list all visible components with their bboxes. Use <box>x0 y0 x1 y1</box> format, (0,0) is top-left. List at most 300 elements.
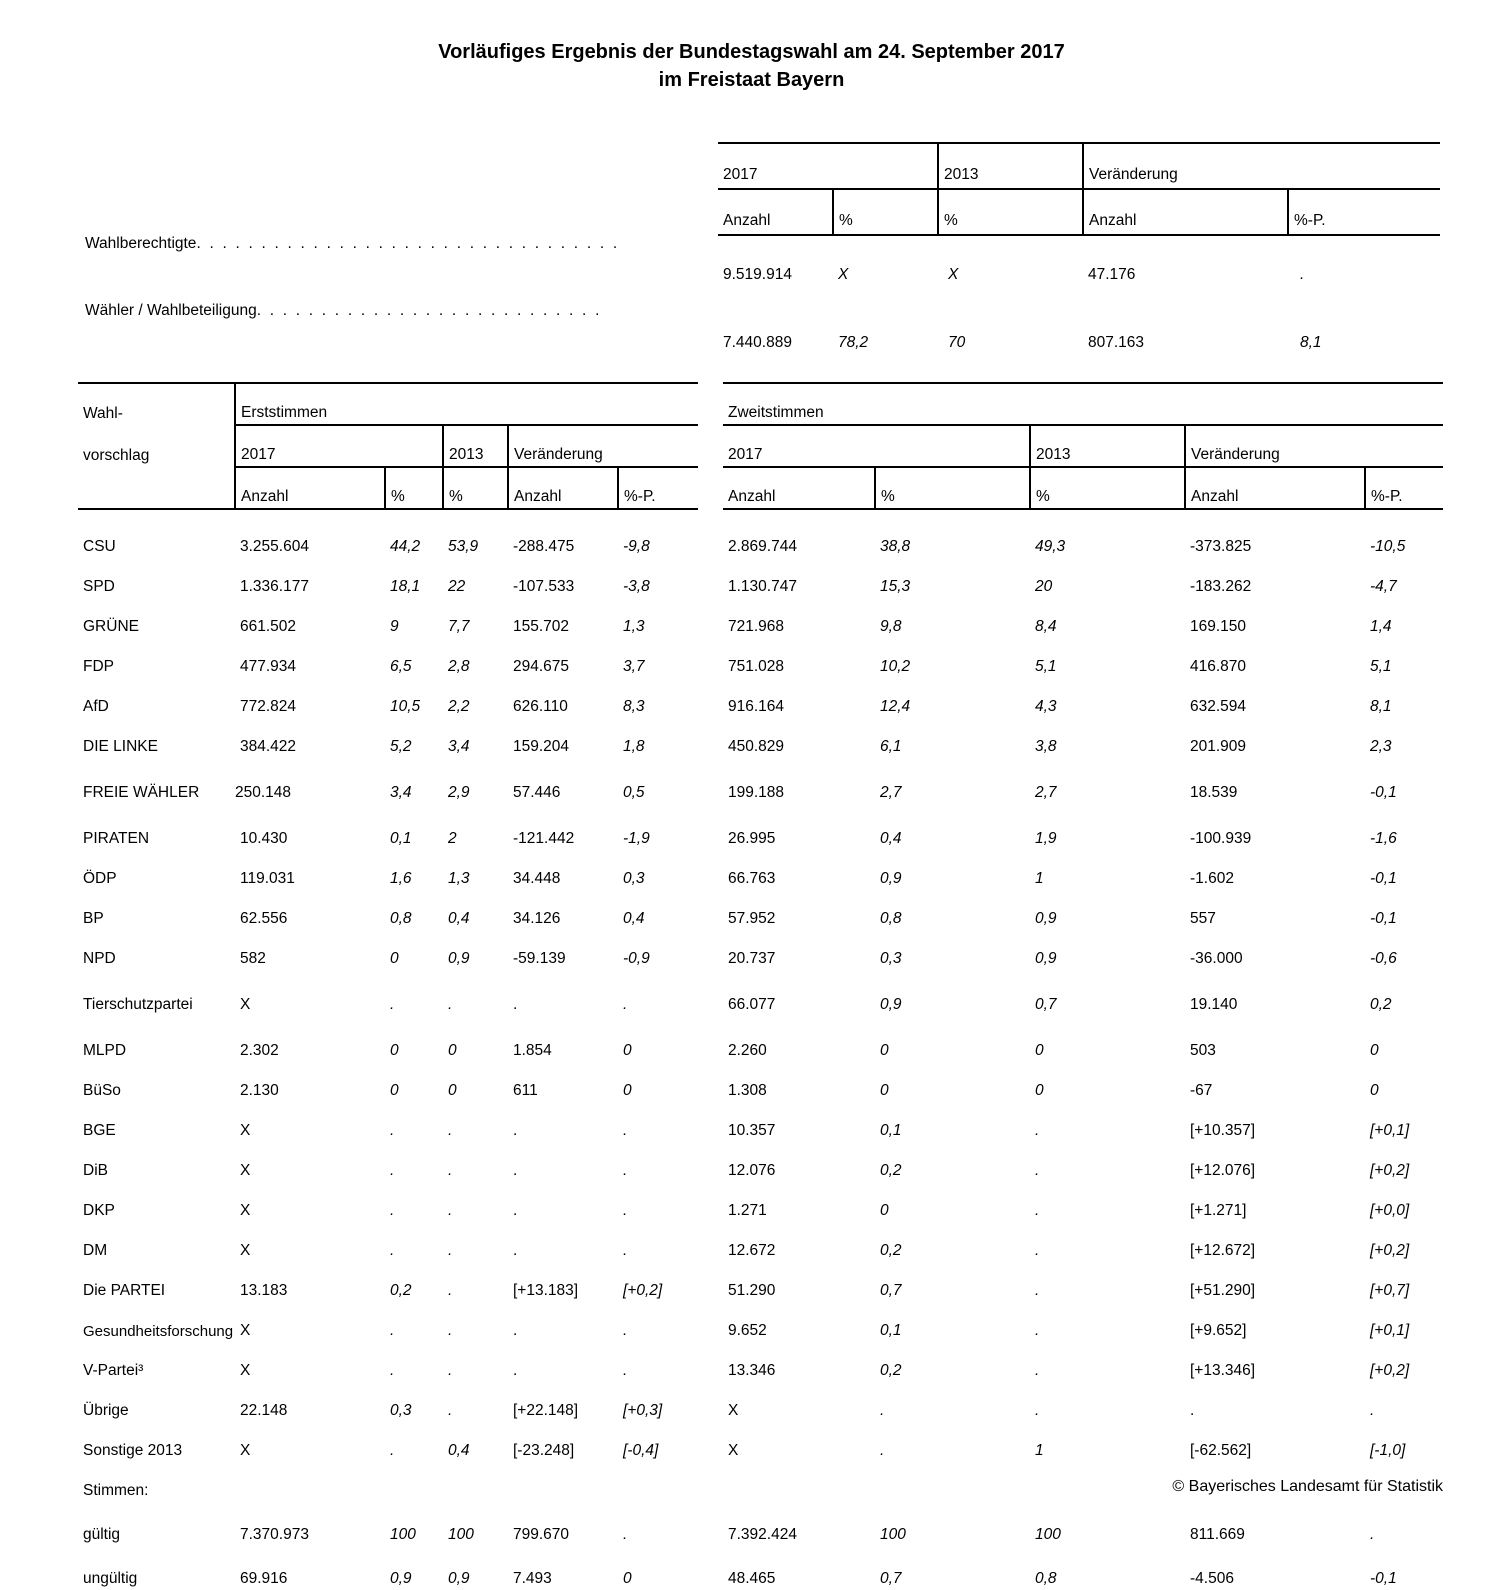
cell-pp: 0 <box>623 1570 632 1587</box>
cell-pct: 0,9 <box>880 870 902 887</box>
cell-pct-2013: 0,4 <box>448 910 470 927</box>
cell-pct: 0,3 <box>390 1402 412 1419</box>
cell-pct: 0,4 <box>880 830 902 847</box>
cell-pct: 0,2 <box>390 1282 412 1299</box>
cell-anzahl-change: -67 <box>1190 1082 1213 1099</box>
cell-anzahl: 772.824 <box>240 698 297 715</box>
cell-pct-2013: 0,9 <box>1035 950 1057 967</box>
cell-pp: . <box>623 996 628 1013</box>
cell-pct: 10,2 <box>880 658 911 675</box>
cell-anzahl-change: 811.669 <box>1190 1526 1245 1543</box>
cell-pp: . <box>623 1322 628 1339</box>
cell-pct-2013: 8,4 <box>1035 618 1057 635</box>
cell-pct-2013: 5,1 <box>1035 658 1057 675</box>
cell-pct-2013: 0 <box>1035 1042 1044 1059</box>
summary-c-anzahl: Anzahl <box>718 189 833 235</box>
cell-anzahl: 2.130 <box>240 1082 279 1099</box>
cell-pct: 0,2 <box>880 1242 902 1259</box>
cell-pct-2013: . <box>448 1402 453 1419</box>
cell-pct-2013: 100 <box>1035 1526 1061 1543</box>
cell-pct-2013: 3,8 <box>1035 738 1057 755</box>
table-row <box>723 890 1443 930</box>
page-title: Vorläufiges Ergebnis der Bundestagswahl am 24. September 2017 <box>438 41 1065 63</box>
cell-anzahl-change: 19.140 <box>1190 996 1238 1013</box>
cell-anzahl-change: 169.150 <box>1190 618 1247 635</box>
cell-anzahl: 661.502 <box>240 618 297 635</box>
summary-h-spacer <box>833 143 938 189</box>
row-party: FDP <box>83 658 114 675</box>
cell-pct-2013: . <box>1035 1402 1040 1419</box>
cell-pct: . <box>390 1322 395 1339</box>
table-row <box>78 758 698 804</box>
table-row <box>723 598 1443 638</box>
cell-pp: [+0,2] <box>1370 1162 1410 1179</box>
erst-c-anzahl-change: Anzahl <box>508 467 618 509</box>
cell-pct: 44,2 <box>390 538 421 555</box>
cell-pct-2013: . <box>448 1162 453 1179</box>
cell-anzahl: 7.440.889 <box>723 334 792 351</box>
table-row <box>723 850 1443 890</box>
cell-pct: 100 <box>880 1526 906 1543</box>
cell-anzahl: 57.952 <box>728 910 776 927</box>
cell-anzahl-change: -1.602 <box>1190 870 1234 887</box>
cell-anzahl-change: 807.163 <box>1088 334 1145 351</box>
cell-pct: X <box>838 266 849 283</box>
table-row-total <box>723 1502 1443 1546</box>
cell-pp: 0 <box>1370 1042 1379 1059</box>
cell-pp: -0,1 <box>1370 870 1397 887</box>
table-row <box>78 1422 698 1462</box>
cell-pp: [-1,0] <box>1370 1442 1406 1459</box>
summary-labels <box>85 142 705 320</box>
cell-pp: . <box>1300 266 1305 283</box>
summary-header-row-2 <box>718 189 1440 235</box>
cell-anzahl: 1.336.177 <box>240 578 309 595</box>
cell-anzahl: 7.370.973 <box>240 1526 309 1543</box>
cell-pp: 0,4 <box>623 910 645 927</box>
cell-pct: . <box>880 1402 885 1419</box>
cell-anzahl-change: -59.139 <box>513 950 566 967</box>
cell-anzahl-change: . <box>513 1362 518 1379</box>
leader-dots: . . . . . . . . . . . . . . . . . . . . . . . . . . . . . . . . . <box>196 235 620 252</box>
table-row-total <box>78 1502 698 1546</box>
zweit-h-2017: 2017 <box>723 425 1030 467</box>
zweit-c-anzahl: Anzahl <box>723 467 875 509</box>
cell-pct: 5,2 <box>390 738 412 755</box>
cell-pct: 0,1 <box>880 1322 902 1339</box>
zweit-header-row-3 <box>723 467 1443 509</box>
cell-pp: -9,8 <box>623 538 650 555</box>
cell-pct: 0 <box>880 1042 889 1059</box>
erststimmen-table <box>78 382 698 1590</box>
summary-label-row <box>85 217 705 253</box>
row-party: CSU <box>83 538 116 555</box>
summary-h-2017: 2017 <box>718 143 833 189</box>
cell-pct: . <box>390 996 395 1013</box>
row-party: Übrige <box>83 1402 129 1419</box>
cell-pp: 8,3 <box>623 698 645 715</box>
table-row <box>723 1342 1443 1382</box>
cell-anzahl: 199.188 <box>728 784 785 801</box>
cell-pct: 0 <box>880 1082 889 1099</box>
cell-pct-2013: 1 <box>1035 870 1044 887</box>
cell-anzahl-change: . <box>1190 1402 1195 1419</box>
erst-h-change: Veränderung <box>508 425 698 467</box>
cell-anzahl-change: 799.670 <box>513 1526 570 1543</box>
cell-pct: 6,1 <box>880 738 902 755</box>
table-row <box>723 1302 1443 1342</box>
cell-anzahl: 477.934 <box>240 658 297 675</box>
cell-pct: 0 <box>880 1202 889 1219</box>
table-row <box>78 1182 698 1222</box>
cell-anzahl-change: [+12.076] <box>1190 1162 1256 1179</box>
cell-pct-2013: 4,3 <box>1035 698 1057 715</box>
cell-pp: 5,1 <box>1370 658 1392 675</box>
cell-anzahl-change: [+10.357] <box>1190 1122 1256 1139</box>
cell-pp: 0,2 <box>1370 996 1392 1013</box>
stub-line2: vorschlag <box>83 447 150 464</box>
cell-anzahl-change: 57.446 <box>513 784 561 801</box>
cell-pct-2013: . <box>1035 1282 1040 1299</box>
cell-anzahl-change: 416.870 <box>1190 658 1247 675</box>
cell-pct: 0,2 <box>880 1162 902 1179</box>
cell-pct: 15,3 <box>880 578 911 595</box>
cell-anzahl: X <box>728 1442 739 1459</box>
cell-anzahl-change: 18.539 <box>1190 784 1238 801</box>
cell-pct: . <box>390 1202 395 1219</box>
table-row <box>723 678 1443 718</box>
cell-anzahl-change: 1.854 <box>513 1042 552 1059</box>
cell-anzahl: X <box>240 1322 251 1339</box>
cell-pct-2013: 2,2 <box>448 698 470 715</box>
zweit-title: Zweitstimmen <box>723 383 1443 425</box>
cell-pct: 18,1 <box>390 578 421 595</box>
cell-anzahl-change: 201.909 <box>1190 738 1247 755</box>
row-party: MLPD <box>83 1042 127 1059</box>
cell-anzahl: X <box>728 1402 739 1419</box>
cell-pp: [-0,4] <box>623 1442 659 1459</box>
cell-pct-2013: . <box>1035 1202 1040 1219</box>
table-row <box>723 1262 1443 1302</box>
cell-pct-2013: 7,7 <box>448 618 470 635</box>
cell-anzahl: 721.968 <box>728 618 785 635</box>
stimmen-label: Stimmen: <box>83 1482 149 1499</box>
table-row <box>723 1222 1443 1262</box>
table-row-total <box>78 1546 698 1590</box>
cell-pct-2013: 3,4 <box>448 738 470 755</box>
cell-anzahl: 26.995 <box>728 830 776 847</box>
cell-anzahl: 12.076 <box>728 1162 776 1179</box>
cell-anzahl-change: -373.825 <box>1190 538 1252 555</box>
row-party: BP <box>83 910 104 927</box>
cell-pp: [+0,7] <box>1370 1282 1410 1299</box>
table-row <box>78 1342 698 1382</box>
cell-anzahl: 22.148 <box>240 1402 288 1419</box>
cell-pct: 0 <box>390 1042 399 1059</box>
cell-pct: 78,2 <box>838 334 869 351</box>
cell-pct-2013: 1,3 <box>448 870 470 887</box>
table-row <box>78 1062 698 1102</box>
cell-anzahl: X <box>240 1202 251 1219</box>
cell-anzahl: 582 <box>240 950 266 967</box>
cell-pct-2013: . <box>448 1322 453 1339</box>
cell-pct-2013: 2,7 <box>1035 784 1057 801</box>
cell-anzahl: 384.422 <box>240 738 297 755</box>
cell-pp: -3,8 <box>623 578 650 595</box>
cell-pp: . <box>623 1242 628 1259</box>
erst-title: Erststimmen <box>235 383 698 425</box>
cell-pct: 0 <box>390 1082 399 1099</box>
cell-anzahl-change: -121.442 <box>513 830 575 847</box>
cell-pct: 2,7 <box>880 784 902 801</box>
cell-pp: . <box>623 1526 628 1543</box>
row-party: SPD <box>83 578 115 595</box>
table-row <box>723 1142 1443 1182</box>
row-party: ÖDP <box>83 870 117 887</box>
cell-pct: . <box>390 1442 395 1459</box>
cell-pct: 0,1 <box>880 1122 902 1139</box>
cell-anzahl-change: -107.533 <box>513 578 575 595</box>
cell-pct: 0,9 <box>880 996 902 1013</box>
cell-anzahl-change: [+13.183] <box>513 1282 579 1299</box>
table-row <box>723 804 1443 850</box>
cell-pct: 0,2 <box>880 1362 902 1379</box>
row-party: DM <box>83 1242 108 1259</box>
erst-c-pct2013: % <box>443 467 508 509</box>
cell-anzahl: X <box>240 1242 251 1259</box>
cell-pp: [+0,1] <box>1370 1122 1410 1139</box>
row-party: Die PARTEI <box>83 1282 166 1299</box>
table-row <box>78 1262 698 1302</box>
table-row <box>78 970 698 1016</box>
cell-pct-2013: 2,9 <box>448 784 470 801</box>
cell-pct-2013: 20 <box>1035 578 1053 595</box>
summary-c-pp: %-P. <box>1288 189 1440 235</box>
cell-pct-2013: 49,3 <box>1035 538 1066 555</box>
cell-pct: 0,9 <box>390 1570 412 1587</box>
cell-pct-2013: 22 <box>448 578 466 595</box>
table-row <box>723 1016 1443 1062</box>
row-party: NPD <box>83 950 116 967</box>
cell-anzahl: 450.829 <box>728 738 785 755</box>
cell-pct-2013: 0,8 <box>1035 1570 1057 1587</box>
cell-pct: 10,5 <box>390 698 421 715</box>
row-party: Gesundheitsforschung <box>83 1323 234 1340</box>
cell-anzahl-change: [+12.672] <box>1190 1242 1256 1259</box>
table-row <box>723 758 1443 804</box>
table-row <box>78 890 698 930</box>
cell-pct: . <box>390 1242 395 1259</box>
cell-anzahl-change: 34.126 <box>513 910 561 927</box>
cell-pct-2013: 1,9 <box>1035 830 1057 847</box>
cell-pp: -1,9 <box>623 830 650 847</box>
page-subtitle: im Freistaat Bayern <box>658 69 845 91</box>
cell-pp: -0,1 <box>1370 1570 1397 1587</box>
cell-pct-2013: 0 <box>448 1042 457 1059</box>
table-row <box>78 1142 698 1182</box>
cell-anzahl: X <box>240 1362 251 1379</box>
summary-row-wahlberechtigte <box>718 235 1440 288</box>
cell-anzahl: 51.290 <box>728 1282 776 1299</box>
cell-anzahl: 9.652 <box>728 1322 767 1339</box>
summary-row-waehler <box>718 288 1440 356</box>
cell-pp: . <box>623 1362 628 1379</box>
cell-pct-2013: . <box>448 1202 453 1219</box>
cell-pct: . <box>880 1442 885 1459</box>
cell-pct-2013: . <box>1035 1242 1040 1259</box>
cell-pp: -0,1 <box>1370 910 1397 927</box>
table-row <box>723 1382 1443 1422</box>
cell-pp: 1,4 <box>1370 618 1392 635</box>
erst-c-pct: % <box>385 467 443 509</box>
cell-anzahl-change: [+1.271] <box>1190 1202 1247 1219</box>
cell-anzahl: 12.672 <box>728 1242 776 1259</box>
cell-pct: 0,1 <box>390 830 412 847</box>
cell-anzahl-change: -100.939 <box>1190 830 1252 847</box>
cell-anzahl: 119.031 <box>240 870 295 887</box>
cell-pp: . <box>623 1202 628 1219</box>
cell-pct-2013: 1 <box>1035 1442 1044 1459</box>
cell-anzahl-change: 557 <box>1190 910 1216 927</box>
cell-anzahl: 13.346 <box>728 1362 776 1379</box>
cell-pct-2013: 0,9 <box>1035 910 1057 927</box>
row-party: DIE LINKE <box>83 738 158 755</box>
summary-table-wrap <box>718 142 1440 356</box>
row-party: gültig <box>83 1526 121 1543</box>
cell-pp: 0 <box>623 1042 632 1059</box>
table-row-total <box>723 1546 1443 1590</box>
cell-pct: . <box>390 1122 395 1139</box>
cell-anzahl: 10.357 <box>728 1122 776 1139</box>
cell-pct-2013: . <box>448 1362 453 1379</box>
cell-anzahl-change: 159.204 <box>513 738 570 755</box>
zweit-h-change: Veränderung <box>1185 425 1443 467</box>
summary-table <box>718 142 1440 356</box>
cell-pp: 3,7 <box>623 658 645 675</box>
table-row <box>78 1222 698 1262</box>
cell-pp: 8,1 <box>1370 698 1392 715</box>
cell-pct-2013: 70 <box>948 334 966 351</box>
cell-anzahl: 1.308 <box>728 1082 767 1099</box>
erst-h-2017: 2017 <box>235 425 443 467</box>
cell-pct-2013: 0 <box>1035 1082 1044 1099</box>
cell-anzahl: 13.183 <box>240 1282 288 1299</box>
cell-pct: 9,8 <box>880 618 902 635</box>
cell-anzahl-change: [+51.290] <box>1190 1282 1256 1299</box>
row-party: PIRATEN <box>83 830 150 847</box>
cell-pct-2013: 0,7 <box>1035 996 1057 1013</box>
cell-pp: 1,8 <box>623 738 645 755</box>
zweit-header-row-1 <box>723 383 1443 425</box>
cell-pp: 8,1 <box>1300 334 1322 351</box>
summary-header-row-1 <box>718 143 1440 189</box>
erst-c-anzahl: Anzahl <box>235 467 385 509</box>
cell-pp: -0,1 <box>1370 784 1397 801</box>
cell-anzahl: 2.260 <box>728 1042 767 1059</box>
cell-anzahl: 2.869.744 <box>728 538 797 555</box>
cell-pct: 0,7 <box>880 1570 902 1587</box>
cell-pp: -0,9 <box>623 950 650 967</box>
table-row <box>78 509 698 558</box>
cell-pp: 2,3 <box>1370 738 1392 755</box>
cell-pct-2013: 2 <box>448 830 457 847</box>
table-row <box>78 678 698 718</box>
table-row <box>723 638 1443 678</box>
cell-anzahl-change: . <box>513 1122 518 1139</box>
cell-anzahl: X <box>240 1162 251 1179</box>
cell-pct-2013: . <box>448 1242 453 1259</box>
cell-pct: 0,7 <box>880 1282 902 1299</box>
cell-pct-2013: 0,9 <box>448 950 470 967</box>
cell-anzahl: 7.392.424 <box>728 1526 797 1543</box>
summary-label-row <box>85 284 705 320</box>
cell-anzahl-change: 503 <box>1190 1042 1216 1059</box>
zweit-c-anzahl-change: Anzahl <box>1185 467 1365 509</box>
cell-pct-2013: . <box>448 1282 453 1299</box>
cell-pct: 3,4 <box>390 784 412 801</box>
cell-pct-2013: 53,9 <box>448 538 479 555</box>
cell-anzahl: 9.519.914 <box>723 266 792 283</box>
cell-anzahl-change: 626.110 <box>513 698 568 715</box>
summary-h-change: Veränderung <box>1083 143 1288 189</box>
cell-pp: [+0,2] <box>623 1282 663 1299</box>
cell-pp: [+0,2] <box>1370 1362 1410 1379</box>
table-row <box>723 509 1443 558</box>
cell-pct-2013: 0,9 <box>448 1570 470 1587</box>
cell-pp: . <box>1370 1526 1375 1543</box>
summary-h-change-spacer <box>1288 143 1440 189</box>
cell-pct-2013: . <box>1035 1122 1040 1139</box>
cell-pp: . <box>623 1122 628 1139</box>
cell-pp: . <box>1370 1402 1375 1419</box>
table-row <box>723 1062 1443 1102</box>
summary-h-2013: 2013 <box>938 143 1083 189</box>
row-party: BüSo <box>83 1082 121 1099</box>
table-row <box>78 804 698 850</box>
zweit-c-pct: % <box>875 467 1030 509</box>
cell-anzahl: 751.028 <box>728 658 785 675</box>
cell-anzahl: 1.130.747 <box>728 578 797 595</box>
cell-anzahl: 62.556 <box>240 910 288 927</box>
cell-anzahl: 66.077 <box>728 996 776 1013</box>
cell-anzahl-change: -4.506 <box>1190 1570 1234 1587</box>
cell-pp: 0 <box>1370 1082 1379 1099</box>
table-row <box>78 598 698 638</box>
leader-dots: . . . . . . . . . . . . . . . . . . . . . . . . . . . <box>256 302 602 319</box>
cell-anzahl: 916.164 <box>728 698 785 715</box>
cell-anzahl-change: . <box>513 1242 518 1259</box>
cell-pp: 0,3 <box>623 870 645 887</box>
cell-anzahl: 66.763 <box>728 870 776 887</box>
table-row <box>723 718 1443 758</box>
cell-anzahl: 2.302 <box>240 1042 279 1059</box>
stub-line1: Wahl- <box>78 383 235 425</box>
summary-label-text: Wähler / Wahlbeteiligung <box>85 302 257 319</box>
cell-pct-2013: . <box>448 1122 453 1139</box>
erst-c-pp: %-P. <box>618 467 698 509</box>
summary-c-pct2013: % <box>938 189 1083 235</box>
cell-anzahl-change: 611 <box>513 1082 538 1099</box>
cell-anzahl-change: [+22.148] <box>513 1402 579 1419</box>
table-row <box>723 558 1443 598</box>
cell-pct: 38,8 <box>880 538 911 555</box>
cell-pp: -0,6 <box>1370 950 1397 967</box>
cell-anzahl-change: . <box>513 1162 518 1179</box>
cell-anzahl: 250.148 <box>235 784 292 801</box>
row-party: FREIE WÄHLER <box>83 784 200 801</box>
erst-header-row-3 <box>78 467 698 509</box>
table-row <box>78 1382 698 1422</box>
